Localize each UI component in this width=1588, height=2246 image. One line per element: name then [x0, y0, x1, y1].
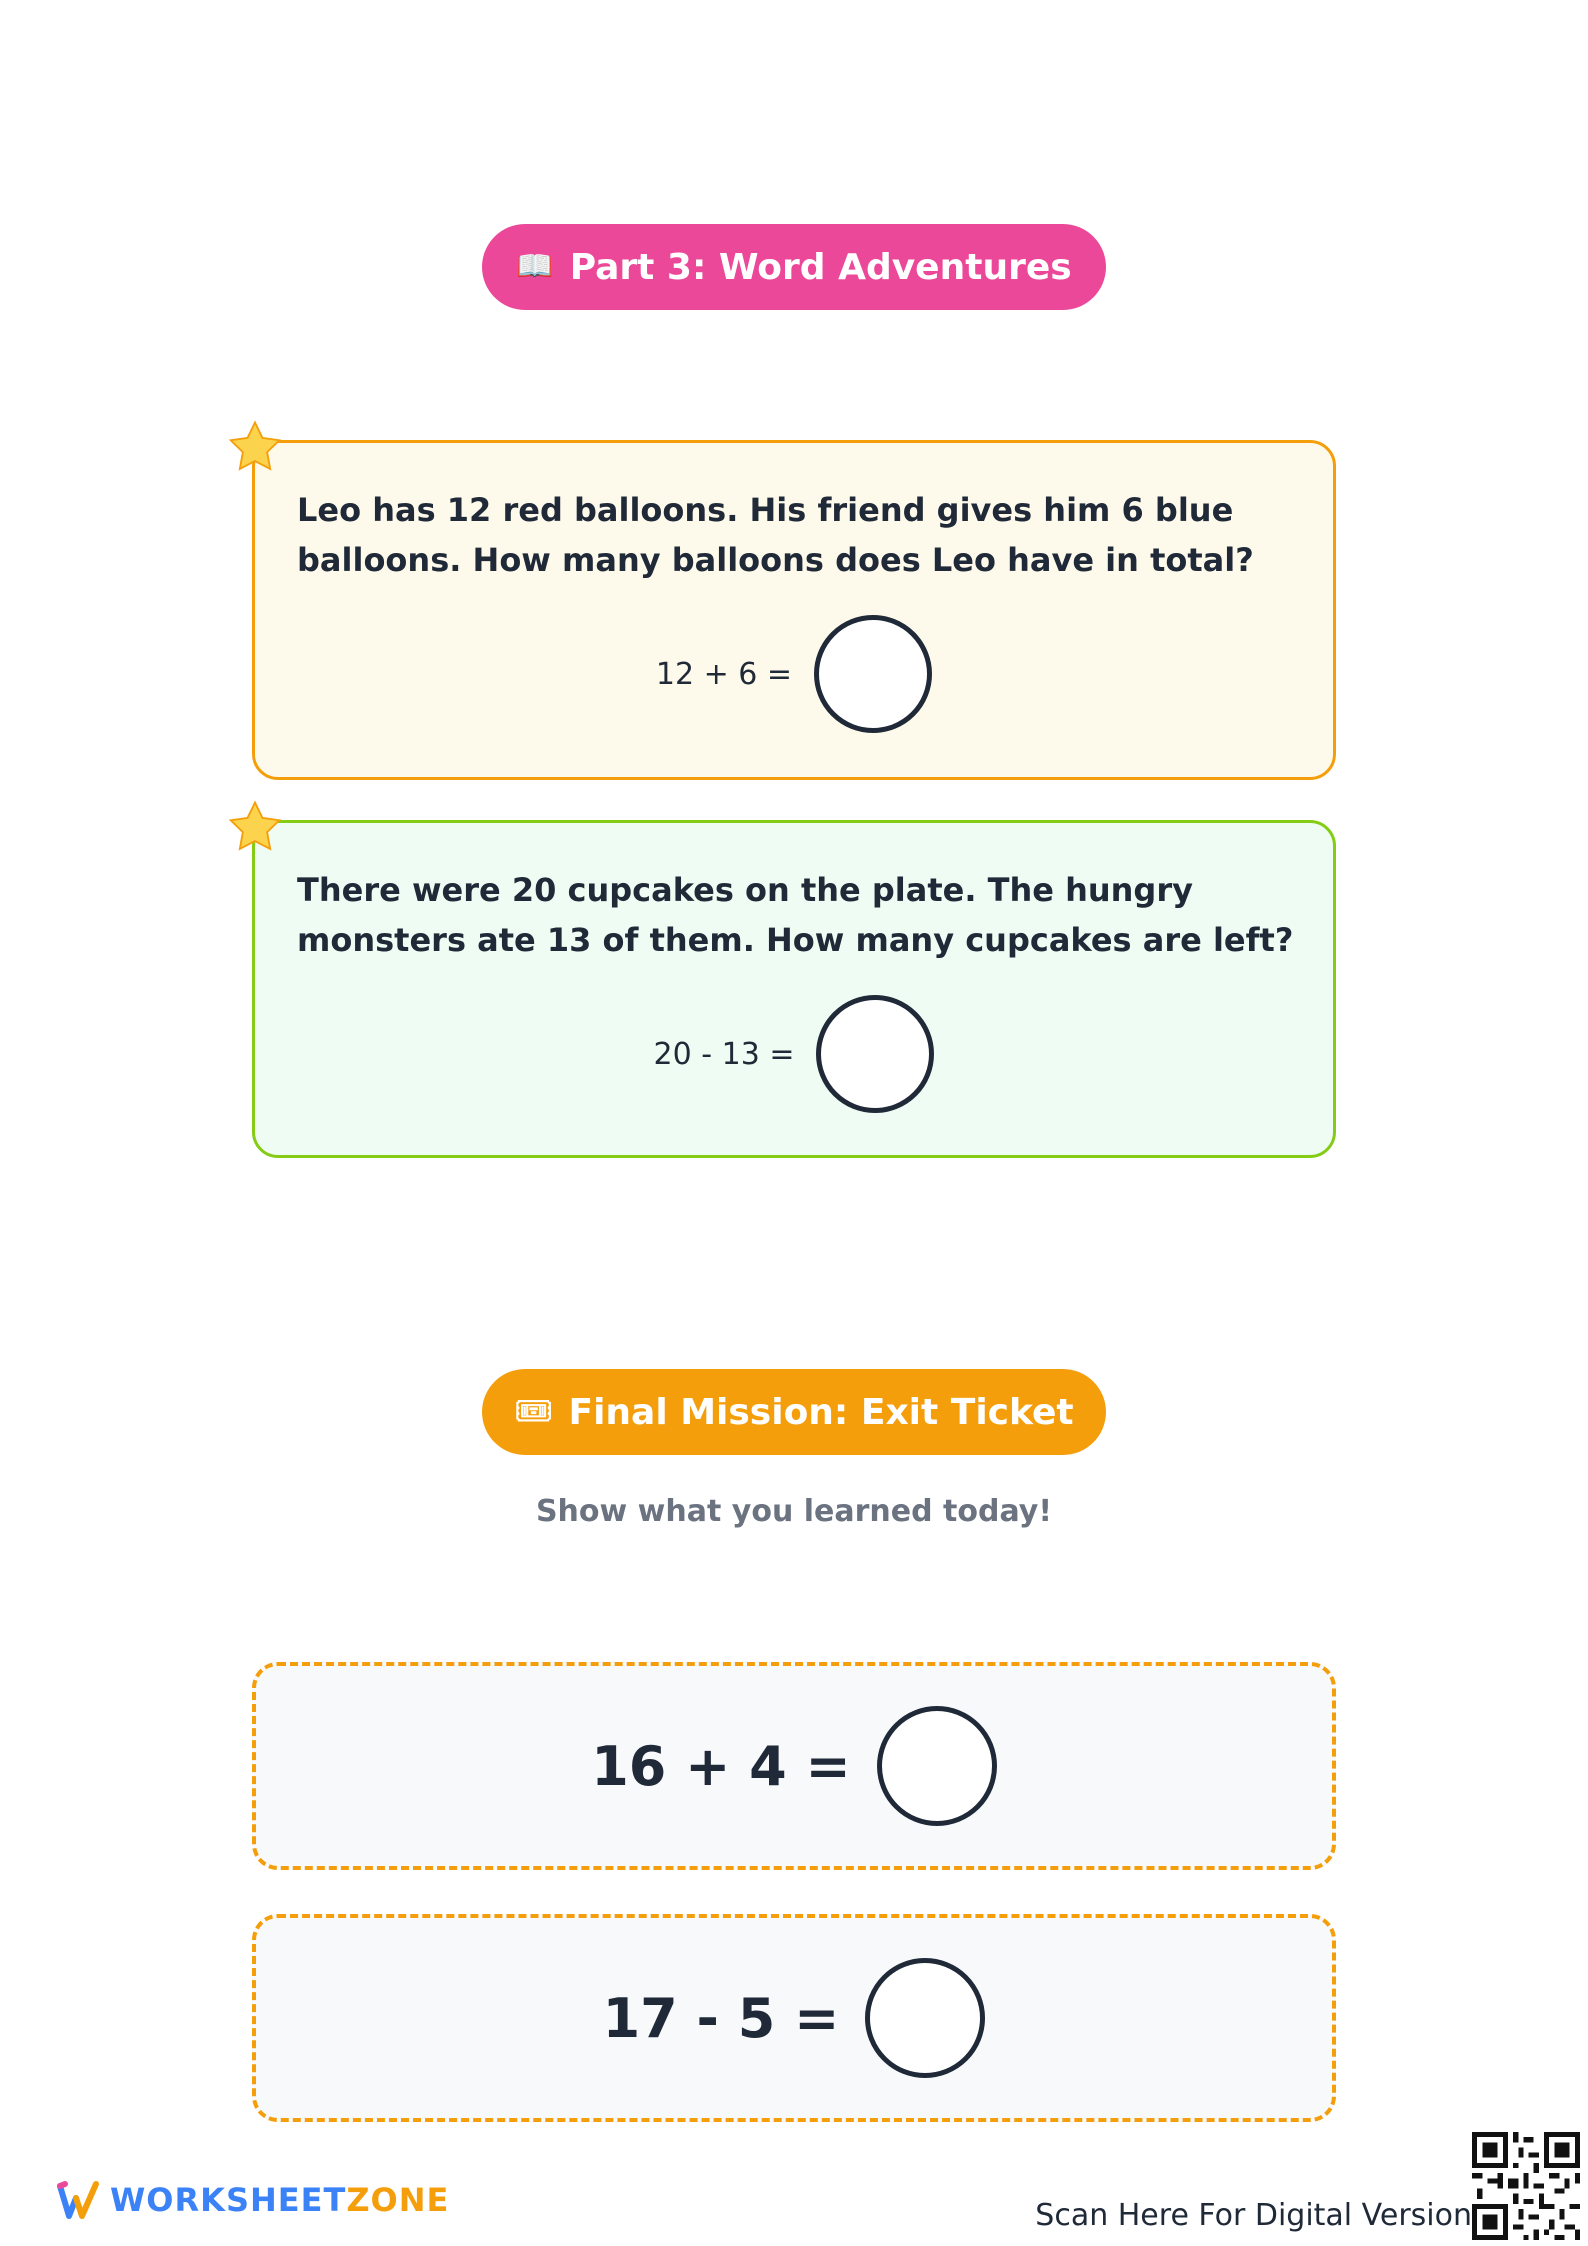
equation-row: [255, 615, 1333, 733]
star-icon: [227, 799, 283, 855]
answer-circle[interactable]: [814, 615, 932, 733]
section-header-part3: [482, 224, 1106, 310]
answer-circle[interactable]: [816, 995, 934, 1113]
equation-row: [255, 995, 1333, 1113]
book-icon: 📖: [516, 249, 554, 284]
w-logo-icon: [56, 2178, 100, 2222]
ticket-icon: 🎟: [514, 1394, 553, 1429]
logo-text-worksheet: WORKSHEET: [110, 2181, 347, 2219]
logo-text-zone: ZONE: [346, 2181, 450, 2219]
answer-circle[interactable]: [877, 1706, 997, 1826]
question-text: There were 20 cupcakes on the plate. The hungry monsters ate 13 of them. How many cupcakes are left?: [297, 871, 1294, 959]
word-problem-card: [252, 440, 1336, 780]
answer-circle[interactable]: [865, 1958, 985, 2078]
section-header-final: [482, 1369, 1106, 1455]
section-subtitle: Show what you learned today!: [535, 1494, 1053, 1529]
exit-ticket-box: [252, 1914, 1336, 2122]
worksheetzone-logo[interactable]: [56, 2178, 449, 2222]
section-title: Part 3: Word Adventures: [569, 246, 1072, 288]
question-text: Leo has 12 red balloons. His friend gives him 6 blue balloons. How many balloons does Leo have in total?: [297, 491, 1254, 579]
equation-text: 20 - 13 =: [653, 1036, 795, 1072]
logo-text: [110, 2181, 449, 2219]
qr-code-icon[interactable]: [1472, 2132, 1580, 2240]
equation-text: 17 - 5 =: [602, 1986, 840, 2050]
equation-text: 16 + 4 =: [591, 1734, 851, 1798]
scan-instruction: Scan Here For Digital Version: [1035, 2198, 1472, 2233]
exit-ticket-box: [252, 1662, 1336, 1870]
equation-text: 12 + 6 =: [655, 656, 793, 692]
section-title: Final Mission: Exit Ticket: [568, 1391, 1074, 1433]
star-icon: [227, 419, 283, 475]
word-problem-card: [252, 820, 1336, 1158]
